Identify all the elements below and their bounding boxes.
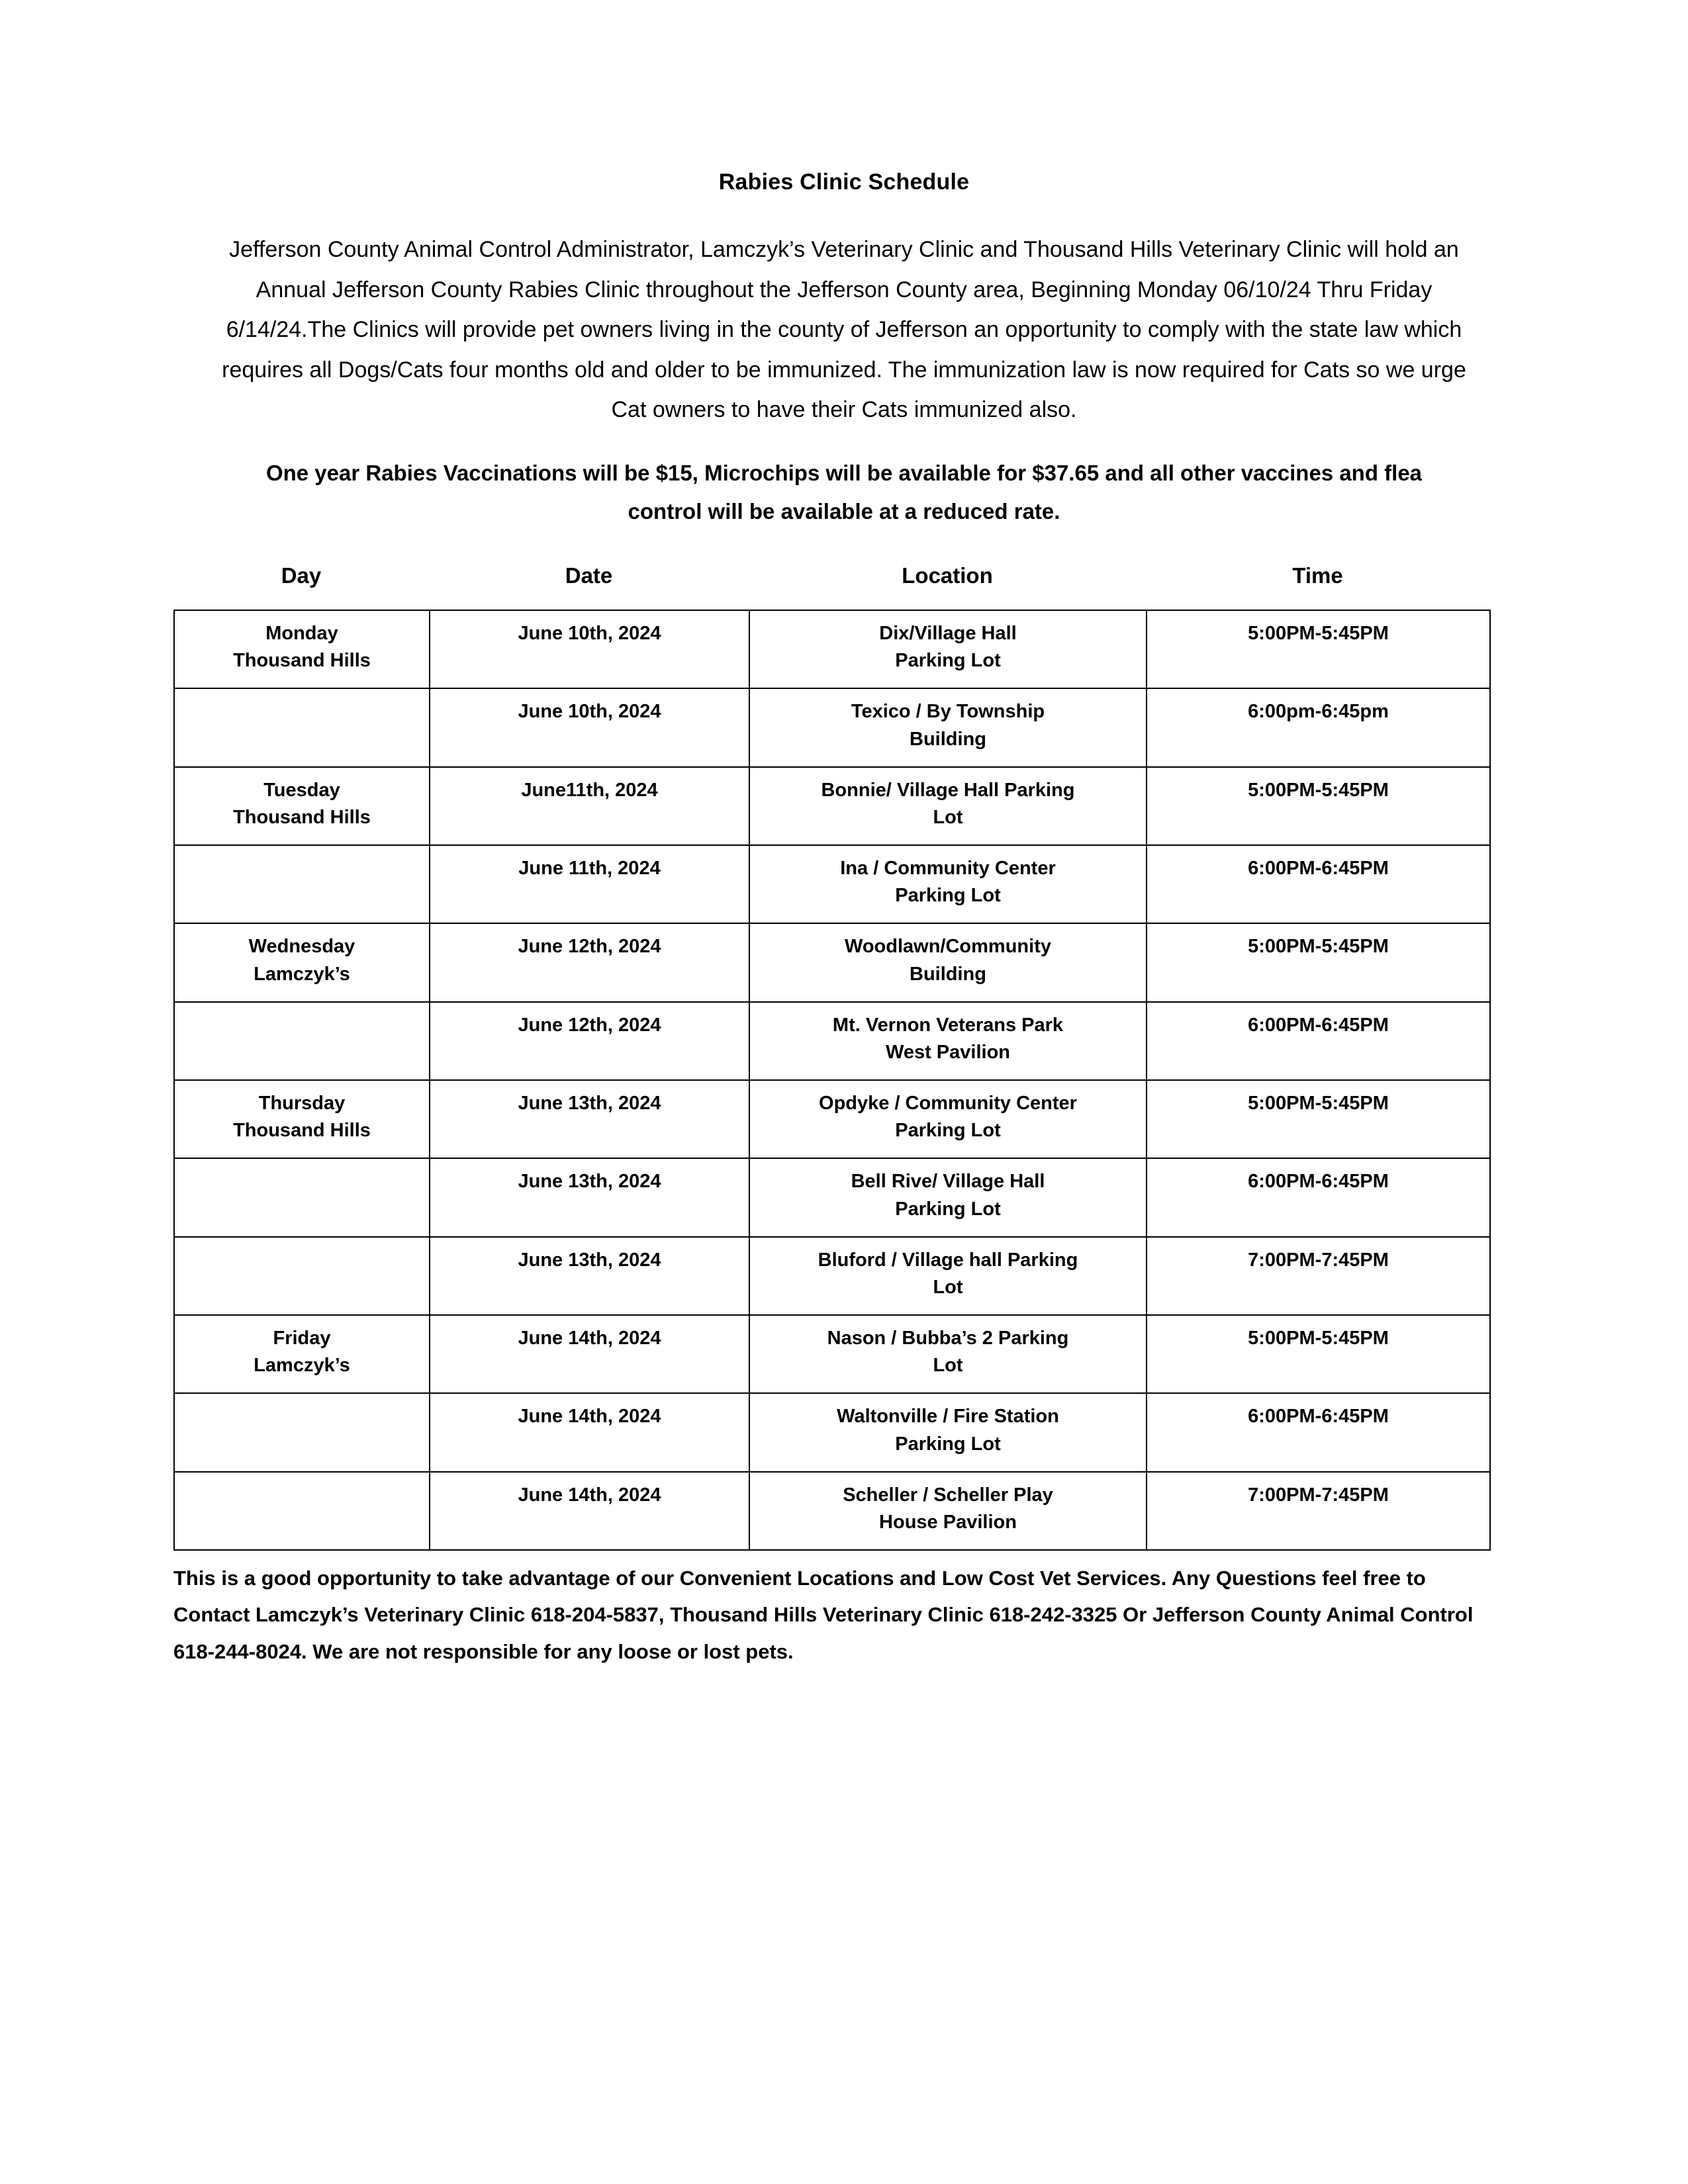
- cell-day: [174, 1158, 430, 1236]
- cell-time: 6:00pm-6:45pm: [1147, 688, 1490, 766]
- location-line-2: Building: [910, 728, 986, 750]
- cell-date: June 14th, 2024: [430, 1472, 749, 1550]
- cell-location: [749, 923, 1147, 1001]
- cell-time: 6:00PM-6:45PM: [1147, 1393, 1490, 1471]
- table-row: [174, 688, 1490, 766]
- location-line-1: Scheller / Scheller Play: [843, 1484, 1053, 1506]
- cell-date: June 14th, 2024: [430, 1315, 749, 1393]
- table-row: [174, 1002, 1490, 1080]
- cell-location: [749, 610, 1147, 688]
- cell-location: [749, 1237, 1147, 1315]
- cell-time: 6:00PM-6:45PM: [1147, 1158, 1490, 1236]
- cell-location: [749, 1472, 1147, 1550]
- cell-location: [749, 1393, 1147, 1471]
- cell-day: [174, 1472, 430, 1550]
- cell-date: June 14th, 2024: [430, 1393, 749, 1471]
- location-line-2: House Pavilion: [879, 1512, 1017, 1533]
- cell-day: [174, 767, 430, 845]
- location-line-1: Texico / By Township: [851, 701, 1045, 723]
- day-line-2: Lamczyk’s: [254, 963, 350, 985]
- cell-location: [749, 767, 1147, 845]
- cell-date: June 13th, 2024: [430, 1158, 749, 1236]
- day-line-1: Wednesday: [248, 936, 355, 958]
- cell-location: [749, 1315, 1147, 1393]
- cell-day: [174, 923, 430, 1001]
- cell-location: [749, 1158, 1147, 1236]
- location-line-2: Parking Lot: [895, 1433, 1001, 1455]
- table-row: [174, 1237, 1490, 1315]
- cell-day: [174, 845, 430, 923]
- cell-date: June 11th, 2024: [430, 845, 749, 923]
- cell-day: [174, 1237, 430, 1315]
- cell-day: [174, 688, 430, 766]
- table-row: [174, 923, 1490, 1001]
- cell-date: June11th, 2024: [430, 767, 749, 845]
- cell-day: [174, 610, 430, 688]
- table-row: [174, 1315, 1490, 1393]
- location-line-2: Lot: [933, 806, 963, 828]
- column-header-date: Date: [565, 563, 613, 588]
- cell-time: 6:00PM-6:45PM: [1147, 845, 1490, 923]
- cell-time: 5:00PM-5:45PM: [1147, 610, 1490, 688]
- table-column-headers: [173, 563, 1489, 588]
- rabies-clinic-schedule-table: [173, 610, 1491, 1551]
- location-line-1: Opdyke / Community Center: [819, 1093, 1077, 1115]
- cell-time: 5:00PM-5:45PM: [1147, 1080, 1490, 1158]
- cell-date: June 12th, 2024: [430, 1002, 749, 1080]
- cell-location: [749, 1002, 1147, 1080]
- location-line-2: West Pavilion: [885, 1041, 1011, 1063]
- location-line-2: Lot: [933, 1276, 963, 1298]
- cell-time: 5:00PM-5:45PM: [1147, 767, 1490, 845]
- location-line-1: Waltonville / Fire Station: [837, 1406, 1059, 1428]
- day-line-1: Thursday: [258, 1093, 346, 1115]
- cell-location: [749, 1080, 1147, 1158]
- location-line-1: Dix/Village Hall: [879, 623, 1017, 645]
- cell-location: [749, 845, 1147, 923]
- cell-date: June 10th, 2024: [430, 610, 749, 688]
- table-row: [174, 767, 1490, 845]
- column-header-location: Location: [902, 563, 993, 588]
- cell-time: 6:00PM-6:45PM: [1147, 1002, 1490, 1080]
- cell-date: June 10th, 2024: [430, 688, 749, 766]
- location-line-2: Lot: [933, 1355, 963, 1377]
- day-line-2: Thousand Hills: [233, 806, 371, 828]
- cell-location: [749, 688, 1147, 766]
- table-row: [174, 1158, 1490, 1236]
- schedule-table-body: [174, 610, 1490, 1550]
- table-row: [174, 610, 1490, 688]
- location-line-2: Parking Lot: [895, 650, 1001, 672]
- location-line-2: Parking Lot: [895, 1120, 1001, 1142]
- cell-day: [174, 1393, 430, 1471]
- table-row: [174, 1080, 1490, 1158]
- location-line-1: Woodlawn/Community: [844, 936, 1051, 958]
- cell-time: 7:00PM-7:45PM: [1147, 1472, 1490, 1550]
- day-line-2: Thousand Hills: [233, 1120, 371, 1142]
- document-content: [173, 165, 1496, 1670]
- column-header-day: Day: [281, 563, 322, 588]
- cell-day: [174, 1315, 430, 1393]
- cell-day: [174, 1002, 430, 1080]
- footer-paragraph: This is a good opportunity to take advantage of our Convenient Locations and Low Cost Vet Services. Any Questions feel free to Contact Lamczyk’s Veterinary Clinic 618-204-5837, Thousand Hills Veterinary Clinic 618-242-3325 Or Jefferson County Animal Control 618-244-8024. We are not responsible for any loose or lost pets.: [173, 1567, 1474, 1663]
- day-line-1: Tuesday: [263, 779, 340, 801]
- location-line-1: Mt. Vernon Veterans Park: [832, 1014, 1064, 1036]
- intro-paragraph: Jefferson County Animal Control Administrator, Lamczyk’s Veterinary Clinic and Thousand Hills Veterinary Clinic will hold an Annual Jefferson County Rabies Clinic throughout the Jefferson County area, Beginning Monday 06/10/24 Thru Friday 6/14/24.The Clinics will provide pet owners living in the county of Jefferson an opportunity to comply with the state law which requires all Dogs/Cats four months old and older to be immunized. The immunization law is now required for Cats so we urge Cat owners to have their Cats immunized also.: [222, 237, 1466, 423]
- table-row: [174, 1472, 1490, 1550]
- location-line-1: Nason / Bubba’s 2 Parking: [827, 1328, 1069, 1349]
- day-line-1: Friday: [273, 1328, 331, 1349]
- cell-time: 5:00PM-5:45PM: [1147, 923, 1490, 1001]
- day-line-2: Thousand Hills: [233, 650, 371, 672]
- table-row: [174, 845, 1490, 923]
- column-header-time: Time: [1292, 563, 1343, 588]
- cell-date: June 13th, 2024: [430, 1080, 749, 1158]
- cell-time: 5:00PM-5:45PM: [1147, 1315, 1490, 1393]
- cell-date: June 12th, 2024: [430, 923, 749, 1001]
- location-line-1: Bluford / Village hall Parking: [818, 1249, 1078, 1271]
- day-line-2: Lamczyk’s: [254, 1355, 350, 1377]
- cell-time: 7:00PM-7:45PM: [1147, 1237, 1490, 1315]
- cell-day: [174, 1080, 430, 1158]
- pricing-paragraph: One year Rabies Vaccinations will be $15, Microchips will be available for $37.65 and all other vaccines and flea control will be available at a reduced rate.: [265, 460, 1423, 524]
- location-line-2: Parking Lot: [895, 885, 1001, 907]
- location-line-1: Bonnie/ Village Hall Parking: [821, 779, 1075, 801]
- page-title: Rabies Clinic Schedule: [718, 169, 970, 195]
- location-line-1: Bell Rive/ Village Hall: [851, 1171, 1045, 1193]
- day-line-1: Monday: [265, 623, 338, 645]
- location-line-1: Ina / Community Center: [840, 858, 1056, 880]
- cell-date: June 13th, 2024: [430, 1237, 749, 1315]
- table-row: [174, 1393, 1490, 1471]
- location-line-2: Building: [910, 963, 986, 985]
- location-line-2: Parking Lot: [895, 1198, 1001, 1220]
